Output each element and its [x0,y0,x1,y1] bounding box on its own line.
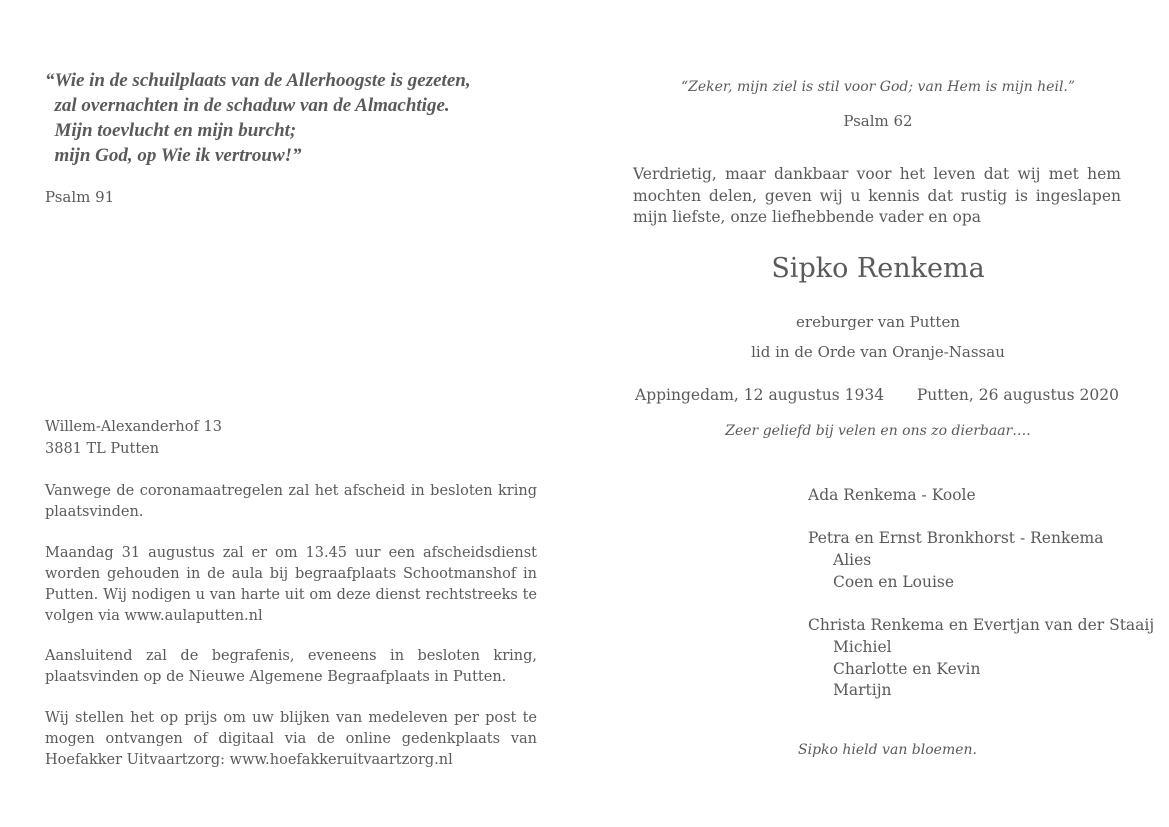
paragraph-condolences: Wij stellen het op prijs om uw blijken van medeleven per post te mogen ontvangen of digitaal via de online gedenkplaats van Hoefakker Uitvaartzorg: www.hoefakkeruitvaartzorg.nl [45,710,537,768]
quote-line: zal overnachten in de schaduw van de Almachtige. [45,95,450,116]
grandchild: Martijn [833,681,892,700]
beloved-line: Zeer geliefd bij velen en ons zo dierbaar…. [725,423,1031,439]
death-date: Putten, 26 augustus 2020 [916,386,1119,404]
deceased-name: Sipko Renkema [771,253,985,284]
honor-order: lid in de Orde van Oranje-Nassau [751,343,1005,361]
paragraph-corona: Vanwege de coronamaatregelen zal het afscheid in besloten kring plaatsvinden. [45,483,537,520]
grandchild: Alies [833,551,872,570]
quote-line: “Wie in de schuilplaats van de Allerhoogste is gezeten, [45,70,471,91]
grandchild: Coen en Louise [833,572,955,591]
birth-date: Appingedam, 12 augustus 1934 [635,386,885,404]
grandchild: Charlotte en Kevin [833,659,981,678]
family-member: Christa Renkema en Evertjan van der Staaij [808,616,1155,635]
announcement-intro: Verdrietig, maar dankbaar voor het leven dat wij met hem mochten delen, geven wij u kennis dat rustig is ingeslapen mijn liefste, onze liefhebbende vader en opa [633,165,1121,226]
paragraph-burial: Aansluitend zal de begrafenis, eveneens in besloten kring, plaatsvinden op de Nieuwe Algemene Begraafplaats in Putten. [45,648,537,685]
address-postal: 3881 TL Putten [45,440,160,457]
family-member: Petra en Ernst Bronkhorst - Renkema [808,529,1104,548]
address-street: Willem-Alexanderhof 13 [45,419,222,435]
quote-line: mijn God, op Wie ik vertrouw!” [45,145,302,166]
paragraph-service: Maandag 31 augustus zal er om 13.45 uur een afscheidsdienst worden gehouden in de aula bij begraafplaats Schootmanshof in Putten. Wij nodigen u van harte uit om deze dienst rechtstreeks te volgen via www.aulaputten.nl [45,545,537,624]
family-list [808,485,1154,702]
psalm-reference-right: Psalm 62 [843,112,913,130]
psalm-reference-left: Psalm 91 [45,188,115,206]
grandchild: Michiel [833,637,892,656]
psalm-62-quote: “Zeker, mijn ziel is stil voor God; van Hem is mijn heil.” [680,79,1076,95]
closing-line: Sipko hield van bloemen. [798,742,977,758]
honor-citizen: ereburger van Putten [796,313,960,331]
address-block [45,417,222,460]
psalm-91-quote [45,68,585,168]
quote-line: Mijn toevlucht en mijn burcht; [45,120,297,141]
family-spouse: Ada Renkema - Koole [808,486,976,504]
